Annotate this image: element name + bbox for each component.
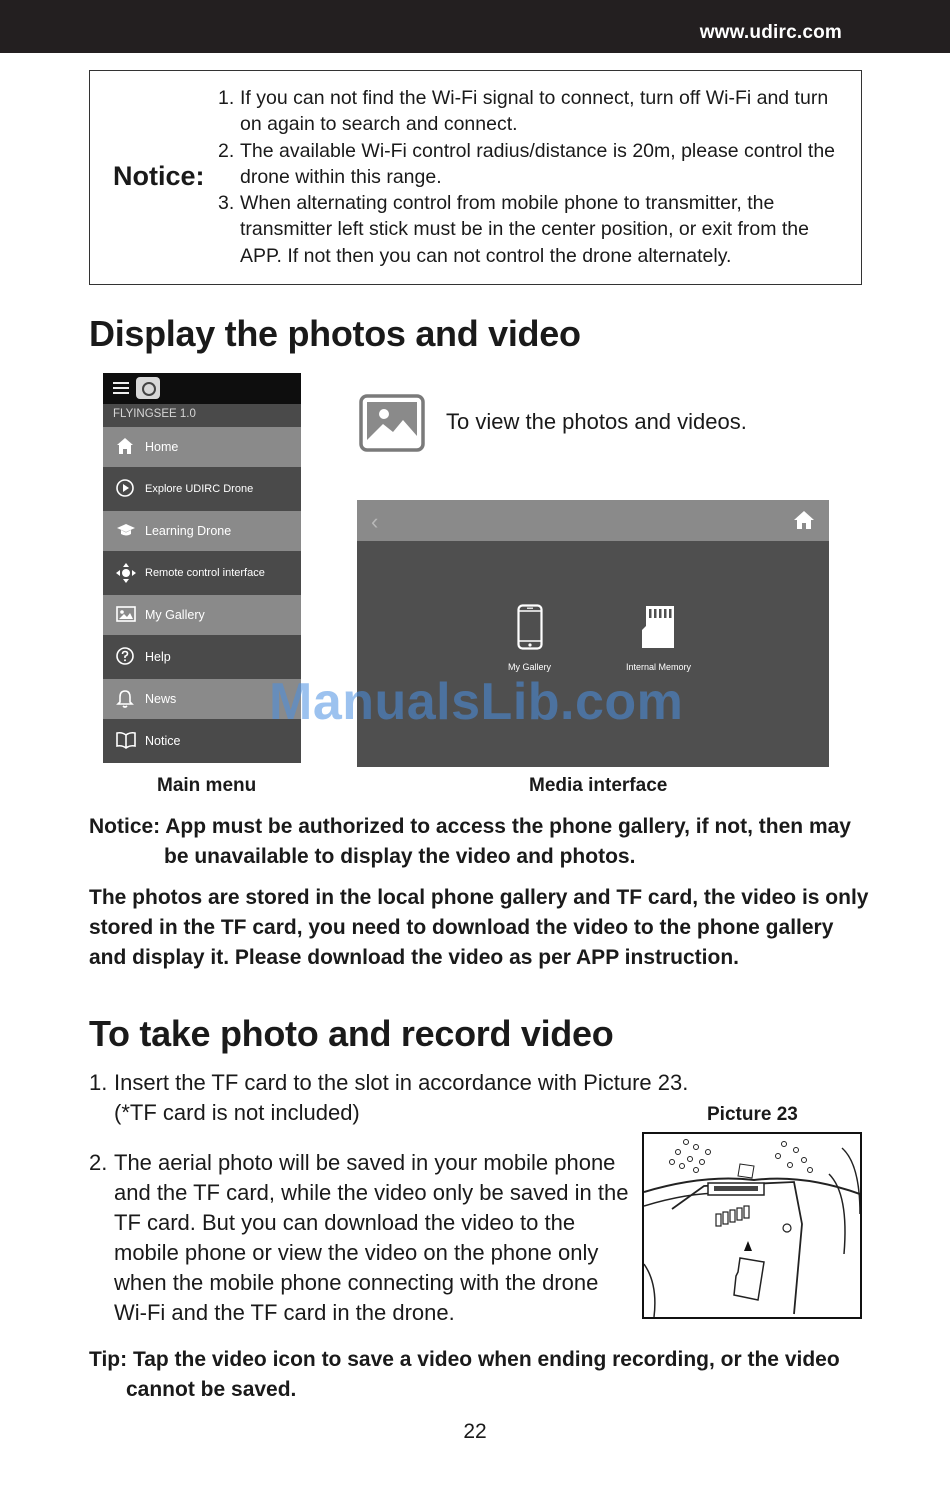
graduation-cap-icon bbox=[116, 521, 136, 539]
notice-item-number: 2. bbox=[218, 139, 235, 162]
header-bar bbox=[0, 0, 950, 53]
menu-item-explore[interactable] bbox=[103, 469, 301, 509]
gallery-notice-label: Notice: bbox=[89, 815, 161, 838]
home-icon bbox=[116, 437, 134, 455]
notice-label: Notice: bbox=[113, 161, 205, 191]
tf-card-illustration bbox=[642, 1132, 862, 1319]
storage-paragraph: The photos are stored in the local phone gallery and TF card, the video is only stored in the TF card, you need to download the video to the phone gallery and display it. Please download the video as per APP instruction. bbox=[89, 886, 869, 969]
notice-item-text: When alternating control from mobile phone to transmitter, the transmitter left stick must be in the center position, or exit from the APP. If not then you can not control the drone alternately. bbox=[240, 192, 809, 267]
menu-item-label: Help bbox=[145, 650, 171, 664]
media-label-gallery: My Gallery bbox=[508, 662, 552, 672]
step-2 bbox=[89, 1148, 637, 1328]
step-2-text: The aerial photo will be saved in your mobile phone and the TF card, while the video only be saved in the TF card. But you can download the video to the mobile phone or view the video on the phone only when the mobile phone connecting with the drone Wi-Fi and the TF card in the drone. bbox=[114, 1150, 629, 1325]
media-toolbar bbox=[357, 500, 829, 541]
menu-item-label: News bbox=[145, 692, 177, 706]
app-version: FLYINGSEE 1.0 bbox=[113, 408, 196, 420]
section-title-record: To take photo and record video bbox=[89, 1013, 614, 1054]
section-title-display: Display the photos and video bbox=[89, 313, 581, 354]
step-1-line1: Insert the TF card to the slot in accordance with Picture 23. bbox=[114, 1070, 689, 1095]
menu-item-label: Notice bbox=[145, 734, 181, 748]
menu-item-label: Learning Drone bbox=[145, 524, 232, 538]
notice-item bbox=[218, 190, 848, 269]
step-1-line2: (*TF card is not included) bbox=[114, 1100, 360, 1125]
tip-line2: cannot be saved. bbox=[126, 1378, 297, 1401]
notice-item bbox=[218, 138, 848, 191]
play-circle-icon bbox=[116, 479, 134, 497]
menu-item-gallery[interactable] bbox=[103, 595, 301, 635]
image-icon bbox=[116, 605, 136, 623]
menu-item-remote[interactable] bbox=[103, 553, 301, 593]
gallery-notice-line1: App must be authorized to access the phone gallery, if not, then may bbox=[165, 815, 851, 838]
step-number: 1. bbox=[89, 1070, 108, 1095]
media-label-memory: Internal Memory bbox=[626, 662, 692, 672]
menu-header bbox=[103, 373, 301, 404]
caption-main-menu: Main menu bbox=[157, 775, 257, 796]
menu-item-label: My Gallery bbox=[145, 608, 205, 622]
drone-slot-drawing bbox=[644, 1134, 860, 1317]
menu-item-label: Remote control interface bbox=[145, 567, 265, 579]
watermark: ManualsLib.com bbox=[269, 673, 684, 731]
gallery-notice-line2: be unavailable to display the video and photos. bbox=[164, 845, 636, 868]
notice-item-number: 1. bbox=[218, 87, 235, 109]
menu-item-label: Explore UDIRC Drone bbox=[145, 483, 254, 495]
book-icon bbox=[116, 731, 136, 749]
phone-icon[interactable] bbox=[517, 604, 543, 650]
bell-icon bbox=[116, 689, 134, 709]
notice-item-text: The available Wi-Fi control radius/distance is 20m, please control the drone within this range. bbox=[240, 139, 836, 188]
gallery-notice bbox=[89, 812, 874, 872]
camera-icon[interactable] bbox=[136, 377, 160, 399]
menu-item-learning[interactable] bbox=[103, 511, 301, 551]
back-icon[interactable]: ‹ bbox=[371, 509, 379, 534]
home-icon[interactable] bbox=[793, 509, 815, 531]
hamburger-icon[interactable] bbox=[113, 382, 129, 394]
sd-card-icon[interactable] bbox=[640, 604, 676, 650]
caption-media-interface: Media interface bbox=[529, 775, 668, 796]
notice-item-number: 3. bbox=[218, 192, 235, 215]
gallery-icon bbox=[359, 394, 425, 452]
dpad-icon bbox=[116, 563, 136, 583]
menu-item-help[interactable] bbox=[103, 637, 301, 677]
notice-item bbox=[218, 85, 848, 138]
tip-line1: Tip: Tap the video icon to save a video when ending recording, or the video bbox=[89, 1348, 840, 1371]
help-icon bbox=[116, 647, 134, 665]
step-number: 2. bbox=[89, 1150, 108, 1175]
notice-item-text: If you can not find the Wi-Fi signal to connect, turn off Wi-Fi and turn on again to search and connect. bbox=[240, 87, 829, 136]
tip-note bbox=[89, 1345, 879, 1405]
notice-box bbox=[89, 70, 862, 285]
page-number: 22 bbox=[463, 1420, 487, 1443]
menu-item-home[interactable] bbox=[103, 427, 301, 467]
gallery-description: To view the photos and videos. bbox=[446, 409, 747, 434]
picture-caption: Picture 23 bbox=[707, 1104, 798, 1125]
notice-list bbox=[218, 85, 848, 269]
site-url: www.udirc.com bbox=[699, 22, 842, 43]
step-1 bbox=[89, 1068, 709, 1128]
menu-item-label: Home bbox=[145, 440, 179, 454]
